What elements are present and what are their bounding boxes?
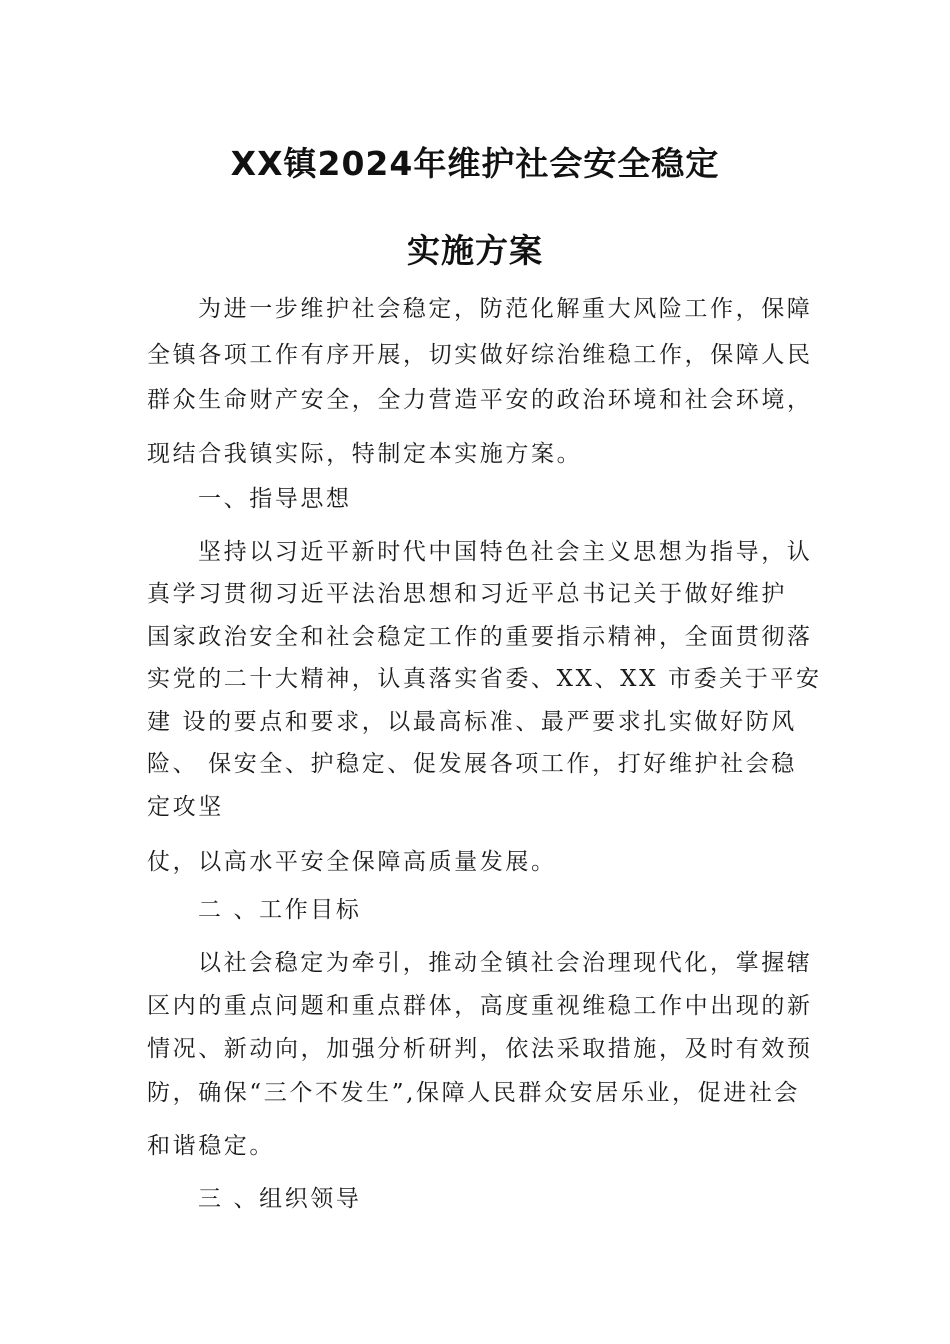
- paragraph-guiding-line: 真学习贯彻习近平法治思想和习近平总书记关于做好维护: [147, 581, 787, 607]
- paragraph-guiding-line: 仗，以高水平安全保障高质量发展。: [147, 849, 557, 875]
- paragraph-goals-line: 区内的重点问题和重点群体，高度重视维稳工作中出现的新: [147, 993, 813, 1019]
- section-heading-guiding-ideology: 一、指导思想: [198, 486, 352, 512]
- paragraph-intro-line: 全镇各项工作有序开展，切实做好综治维稳工作，保障人民: [147, 342, 813, 368]
- paragraph-goals-line: 防，确保“三个不发生”,保障人民群众安居乐业，促进社会: [147, 1080, 801, 1106]
- paragraph-intro-line: 现结合我镇实际，特制定本实施方案。: [147, 441, 583, 467]
- paragraph-guiding-line: 坚持以习近平新时代中国特色社会主义思想为指导，认: [198, 539, 813, 565]
- document-title-line-2: 实施方案: [407, 231, 543, 270]
- section-heading-organization: 三 、组织领导: [198, 1186, 362, 1212]
- paragraph-goals-line: 和谐稳定。: [147, 1133, 275, 1159]
- paragraph-guiding-line: 实党的二十大精神，认真落实省委、XX、XX 市委关于平安: [147, 666, 822, 692]
- paragraph-guiding-line: 定攻坚: [147, 794, 224, 820]
- paragraph-intro-line: 为进一步维护社会稳定，防范化解重大风险工作，保障: [198, 296, 813, 322]
- paragraph-goals-line: 情况、新动向，加强分析研判，依法采取措施，及时有效预: [147, 1036, 813, 1062]
- paragraph-intro-line: 群众生命财产安全，全力营造平安的政治环境和社会环境，: [147, 387, 813, 413]
- document-title-line-1: XX镇2024年维护社会安全稳定: [230, 144, 720, 183]
- paragraph-guiding-line: 国家政治安全和社会稳定工作的重要指示精神，全面贯彻落: [147, 624, 813, 650]
- paragraph-guiding-line: 建 设的要点和要求，以最高标准、最严要求扎实做好防风: [147, 709, 797, 735]
- section-heading-work-goals: 二 、工作目标: [198, 897, 362, 923]
- paragraph-goals-line: 以社会稳定为牵引，推动全镇社会治理现代化，掌握辖: [198, 950, 813, 976]
- paragraph-guiding-line: 险、 保安全、护稳定、促发展各项工作，打好维护社会稳: [147, 751, 797, 777]
